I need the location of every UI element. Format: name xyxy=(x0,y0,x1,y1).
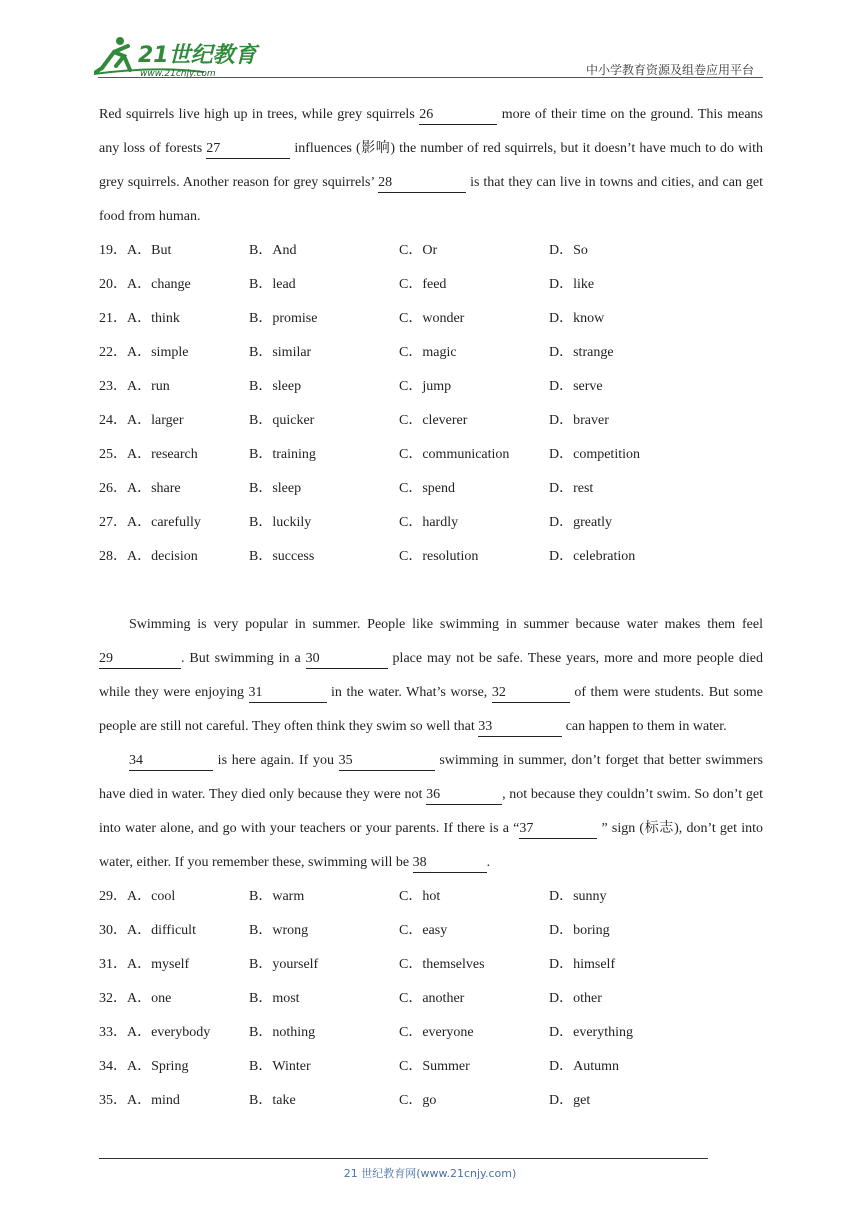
option-text: D．like xyxy=(549,277,595,292)
option-c xyxy=(399,914,549,948)
question-number: 19． xyxy=(99,243,127,258)
option-text: A．cool xyxy=(127,889,176,904)
option-c xyxy=(399,506,549,540)
option-text: D．So xyxy=(549,243,588,258)
question-row xyxy=(99,948,763,982)
passage-text: . But swimming in a xyxy=(181,651,306,666)
option-text: C．feed xyxy=(399,277,447,292)
logo-wordmark: 21世纪教育 xyxy=(138,43,257,68)
blank-35: 35 xyxy=(339,752,435,771)
option-text: B．similar xyxy=(249,345,312,360)
option-text: A．carefully xyxy=(127,515,201,530)
passage-text: ” sign (标志), don’t get into water, either. If you remember these, swimming will be xyxy=(99,821,763,870)
option-d xyxy=(549,880,699,914)
question-number: 33． xyxy=(99,1025,127,1040)
option-text: B．sleep xyxy=(249,481,302,496)
blank-30: 30 xyxy=(306,650,388,669)
option-text: D．everything xyxy=(549,1025,633,1040)
option-c xyxy=(399,1016,549,1050)
option-text: C．magic xyxy=(399,345,457,360)
question-number: 25． xyxy=(99,447,127,462)
passage-text: Swimming is very popular in summer. People like swimming in summer because water makes them feel xyxy=(129,617,763,632)
option-text: D．other xyxy=(549,991,602,1006)
option-text: A．But xyxy=(127,243,172,258)
option-c xyxy=(399,438,549,472)
option-text: D．rest xyxy=(549,481,594,496)
option-text: B．nothing xyxy=(249,1025,316,1040)
option-text: A．mind xyxy=(127,1093,180,1108)
option-b xyxy=(249,472,399,506)
question-row xyxy=(99,336,763,370)
passage-1-tail xyxy=(99,98,763,234)
blank-29: 29 xyxy=(99,650,181,669)
option-d xyxy=(549,982,699,1016)
blank-27: 27 xyxy=(206,140,290,159)
option-text: D．strange xyxy=(549,345,614,360)
option-a xyxy=(99,268,249,302)
option-a xyxy=(99,438,249,472)
option-d xyxy=(549,234,699,268)
option-a xyxy=(99,234,249,268)
option-c xyxy=(399,982,549,1016)
logo-icon xyxy=(94,32,264,80)
question-number: 20． xyxy=(99,277,127,292)
question-number: 23． xyxy=(99,379,127,394)
option-text: C．easy xyxy=(399,923,448,938)
option-b xyxy=(249,506,399,540)
option-a xyxy=(99,948,249,982)
option-c xyxy=(399,1050,549,1084)
page-header xyxy=(0,0,860,90)
option-text: C．Or xyxy=(399,243,438,258)
option-d xyxy=(549,268,699,302)
option-text: A．share xyxy=(127,481,181,496)
question-row xyxy=(99,1050,763,1084)
option-d xyxy=(549,540,699,574)
option-a xyxy=(99,914,249,948)
blank-38: 38 xyxy=(413,854,487,873)
option-text: A．change xyxy=(127,277,191,292)
option-text: D．himself xyxy=(549,957,616,972)
option-text: D．celebration xyxy=(549,549,636,564)
question-row xyxy=(99,302,763,336)
option-text: D．boring xyxy=(549,923,610,938)
question-number: 29． xyxy=(99,889,127,904)
option-text: D．get xyxy=(549,1093,591,1108)
option-b xyxy=(249,1016,399,1050)
logo-url: www.21cnjy.com xyxy=(140,69,216,79)
option-text: B．yourself xyxy=(249,957,319,972)
option-text: A．difficult xyxy=(127,923,196,938)
option-text: A．Spring xyxy=(127,1059,189,1074)
passage-text: can happen to them in water. xyxy=(562,719,727,734)
option-text: D．sunny xyxy=(549,889,607,904)
passage-2-para-1 xyxy=(99,608,763,744)
question-row xyxy=(99,472,763,506)
passage-text: . xyxy=(486,855,491,870)
blank-34: 34 xyxy=(129,752,213,771)
option-text: A．think xyxy=(127,311,180,326)
option-text: C．cleverer xyxy=(399,413,468,428)
question-row xyxy=(99,438,763,472)
question-number: 21． xyxy=(99,311,127,326)
question-number: 30． xyxy=(99,923,127,938)
option-text: D．know xyxy=(549,311,605,326)
question-number: 35． xyxy=(99,1093,127,1108)
option-d xyxy=(549,404,699,438)
site-logo xyxy=(94,32,264,80)
option-b xyxy=(249,914,399,948)
option-text: C．hardly xyxy=(399,515,459,530)
option-c xyxy=(399,234,549,268)
blank-37: 37 xyxy=(519,820,597,839)
option-text: B．And xyxy=(249,243,297,258)
option-text: B．quicker xyxy=(249,413,315,428)
option-b xyxy=(249,268,399,302)
option-text: B．wrong xyxy=(249,923,309,938)
option-d xyxy=(549,1016,699,1050)
option-text: C．go xyxy=(399,1093,437,1108)
option-d xyxy=(549,336,699,370)
option-b xyxy=(249,1050,399,1084)
option-c xyxy=(399,1084,549,1118)
option-text: A．everybody xyxy=(127,1025,211,1040)
question-number: 22． xyxy=(99,345,127,360)
option-text: A．one xyxy=(127,991,172,1006)
passage-text: is that they can live in towns and cities, and can get food from human. xyxy=(99,175,763,224)
option-text: C．spend xyxy=(399,481,455,496)
option-b xyxy=(249,404,399,438)
option-a xyxy=(99,982,249,1016)
blank-36: 36 xyxy=(426,786,502,805)
blank-26: 26 xyxy=(419,106,497,125)
question-row xyxy=(99,540,763,574)
passage-text: in the water. What’s worse, xyxy=(326,685,492,700)
option-b xyxy=(249,302,399,336)
passage-text: , not because they couldn’t swim. So don’t get into water alone, and go with your teachers or your parents. If there is a “ xyxy=(99,787,763,836)
option-d xyxy=(549,1050,699,1084)
option-a xyxy=(99,1050,249,1084)
option-text: C．themselves xyxy=(399,957,485,972)
blank-28: 28 xyxy=(378,174,466,193)
question-row xyxy=(99,1084,763,1118)
option-d xyxy=(549,914,699,948)
option-text: B．success xyxy=(249,549,315,564)
passage-text: more of their time on the ground. This means any loss of forests xyxy=(99,107,763,156)
option-text: B．Winter xyxy=(249,1059,311,1074)
passage-text: of them were students. But some people are still not careful. They often think they swim so well that xyxy=(99,685,764,734)
option-c xyxy=(399,540,549,574)
passage-text: influences (影响) the number of red squirrels, but it doesn’t have much to do with grey squirrels. Another reason for grey squirrels’ xyxy=(99,141,763,190)
option-text: A．simple xyxy=(127,345,189,360)
option-text: A．decision xyxy=(127,549,198,564)
option-text: A．myself xyxy=(127,957,190,972)
option-c xyxy=(399,472,549,506)
question-number: 24． xyxy=(99,413,127,428)
passage-text: place may not be safe. These years, more and more people died while they were enjoying xyxy=(99,651,763,700)
option-text: B．promise xyxy=(249,311,318,326)
option-a xyxy=(99,336,249,370)
option-b xyxy=(249,540,399,574)
option-text: B．most xyxy=(249,991,300,1006)
option-a xyxy=(99,1016,249,1050)
option-text: C．Summer xyxy=(399,1059,470,1074)
option-text: A．run xyxy=(127,379,170,394)
option-d xyxy=(549,506,699,540)
question-row xyxy=(99,982,763,1016)
option-b xyxy=(249,370,399,404)
page-footer: 21 世纪教育网(www.21cnjy.com) xyxy=(343,1167,517,1180)
option-d xyxy=(549,370,699,404)
option-text: A．larger xyxy=(127,413,184,428)
option-text: C．another xyxy=(399,991,465,1006)
question-number: 31． xyxy=(99,957,127,972)
option-d xyxy=(549,472,699,506)
section-gap xyxy=(99,574,763,608)
question-number: 27． xyxy=(99,515,127,530)
option-text: B．sleep xyxy=(249,379,302,394)
question-list-2 xyxy=(99,880,763,1118)
option-a xyxy=(99,1084,249,1118)
option-c xyxy=(399,948,549,982)
option-a xyxy=(99,370,249,404)
question-row xyxy=(99,1016,763,1050)
option-a xyxy=(99,880,249,914)
blank-31: 31 xyxy=(249,684,327,703)
option-text: B．warm xyxy=(249,889,305,904)
option-a xyxy=(99,404,249,438)
option-text: C．jump xyxy=(399,379,452,394)
question-row xyxy=(99,914,763,948)
option-text: C．everyone xyxy=(399,1025,474,1040)
option-text: B．training xyxy=(249,447,316,462)
option-text: B．lead xyxy=(249,277,296,292)
option-b xyxy=(249,1084,399,1118)
option-d xyxy=(549,1084,699,1118)
question-list-1 xyxy=(99,234,763,574)
option-b xyxy=(249,336,399,370)
question-number: 26． xyxy=(99,481,127,496)
option-b xyxy=(249,234,399,268)
header-platform-text: 中小学教育资源及组卷应用平台 xyxy=(585,63,754,77)
document-body xyxy=(99,98,763,1118)
option-a xyxy=(99,506,249,540)
option-text: C．resolution xyxy=(399,549,479,564)
option-b xyxy=(249,982,399,1016)
option-b xyxy=(249,948,399,982)
option-text: B．take xyxy=(249,1093,296,1108)
question-row xyxy=(99,234,763,268)
question-row xyxy=(99,268,763,302)
question-number: 34． xyxy=(99,1059,127,1074)
option-c xyxy=(399,370,549,404)
option-text: D．competition xyxy=(549,447,640,462)
option-text: D．braver xyxy=(549,413,609,428)
option-c xyxy=(399,268,549,302)
option-b xyxy=(249,438,399,472)
option-a xyxy=(99,472,249,506)
footer-divider xyxy=(99,1158,708,1159)
passage-2-para-2 xyxy=(99,744,763,880)
passage-text: Red squirrels live high up in trees, while grey squirrels xyxy=(99,107,420,122)
option-text: D．Autumn xyxy=(549,1059,619,1074)
blank-32: 32 xyxy=(492,684,570,703)
passage-text: is here again. If you xyxy=(213,753,339,768)
option-d xyxy=(549,948,699,982)
option-text: C．wonder xyxy=(399,311,465,326)
option-a xyxy=(99,540,249,574)
option-d xyxy=(549,438,699,472)
option-c xyxy=(399,880,549,914)
option-c xyxy=(399,336,549,370)
passage-text: swimming in summer, don’t forget that better swimmers have died in water. They died only because they were not xyxy=(99,753,763,802)
option-b xyxy=(249,880,399,914)
option-text: B．luckily xyxy=(249,515,312,530)
option-d xyxy=(549,302,699,336)
option-c xyxy=(399,302,549,336)
option-text: C．hot xyxy=(399,889,441,904)
option-text: D．serve xyxy=(549,379,603,394)
question-number: 32． xyxy=(99,991,127,1006)
option-text: C．communication xyxy=(399,447,510,462)
question-number: 28． xyxy=(99,549,127,564)
option-text: D．greatly xyxy=(549,515,612,530)
option-a xyxy=(99,302,249,336)
question-row xyxy=(99,506,763,540)
question-row xyxy=(99,404,763,438)
blank-33: 33 xyxy=(478,718,562,737)
header-divider xyxy=(98,77,763,78)
option-text: A．research xyxy=(127,447,198,462)
option-c xyxy=(399,404,549,438)
question-row xyxy=(99,880,763,914)
question-row xyxy=(99,370,763,404)
